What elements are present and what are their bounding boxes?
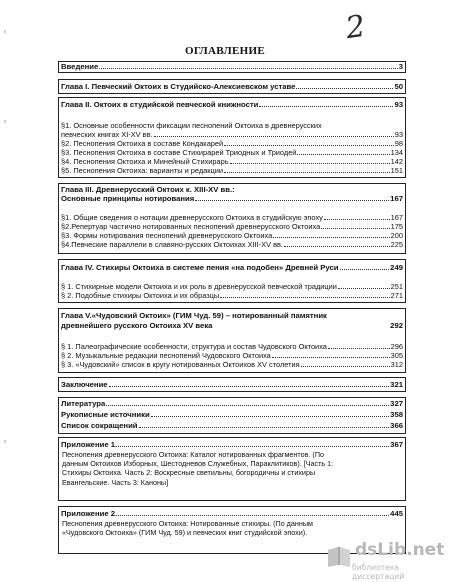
toc-entry-ch2-5[interactable]: §5. Песнопения Октоиха: варианты и редакции 151 bbox=[61, 166, 403, 175]
toc-entry-ch2-1-line1: §1. Основные особенности фиксации песнопений Октоиха в древнерусских bbox=[61, 121, 322, 130]
toc-entry-ch3-1[interactable]: §1. Общие сведения о нотации древнерусского Октоиха в студийскую эпоху 167 bbox=[61, 213, 403, 222]
toc-entry-ch3-line1: Глава III. Древнерусский Октоих к. XIII-XV вв.: bbox=[61, 185, 235, 194]
toc-entry-ch2-1[interactable]: певческих книгах XI-XV вв. 93 bbox=[61, 130, 403, 139]
toc-entry-ch1[interactable]: Глава I. Певческий Октоих в Студийско-Алексиевском уставе 50 bbox=[61, 82, 403, 91]
appendix1-description: Песнопения древнерусского Октоиха: Каталог нотированных фрагментов. (По данным Октоихов Изборных, Шестодневов Служебных, Параклитиков). [Часть 1: Стихиры Октоиха. Часть 2: Воскресные светильны, богородичны и стихиры Евангельские. Часть 3: Каноны] bbox=[62, 450, 334, 487]
toc-entry-ch4[interactable]: Глава IV. Стихиры Октоиха в системе пения «на подобен» Древней Руси 249 bbox=[61, 263, 403, 272]
toc-entry-ch4-1[interactable]: § 1. Стихирные модели Октоиха и их роль в древнерусской певческой традиции 251 bbox=[61, 282, 403, 291]
book-logo-icon bbox=[325, 542, 353, 570]
toc-entry-ch5-2[interactable]: § 2. Музыкальные редакции песнопений Чудовского Октоиха 305 bbox=[61, 351, 403, 360]
scan-mark bbox=[4, 120, 6, 123]
watermark-subtitle: библиотека диссертаций bbox=[352, 563, 405, 581]
toc-entry-manuscripts[interactable]: Рукописные источники 358 bbox=[61, 410, 403, 419]
toc-entry-ch3[interactable]: Основные принципы нотирования 167 bbox=[61, 194, 403, 203]
toc-entry-literature[interactable]: Литература 327 bbox=[61, 399, 403, 408]
watermark bbox=[325, 540, 447, 581]
toc-entry-abbreviations[interactable]: Список сокращений 366 bbox=[61, 421, 403, 430]
watermark-brand: dsLib.net bbox=[355, 540, 445, 560]
appendix2-description: Песнопения древнерусского Октоиха: Нотированные стихиры. (По данным «Чудовского Октоиха» (ГИМ Чуд. 59) и певческих книг студийской эпохи). bbox=[62, 519, 313, 538]
scan-mark bbox=[4, 440, 6, 443]
handwritten-page-number: 2 bbox=[343, 8, 368, 47]
toc-entry-ch2-2[interactable]: §2. Песнопения Октоиха в составе Кондакарей 98 bbox=[61, 139, 403, 148]
page-title: ОГЛАВЛЕНИЕ bbox=[185, 45, 265, 57]
toc-entry-ch5-line1: Глава V.«Чудовский Октоих» (ГИМ Чуд. 59) – нотированный памятник bbox=[61, 311, 327, 320]
toc-entry-ch3-2[interactable]: §2.Репертуар частично нотированных песнопений древнерусского Октоиха 175 bbox=[61, 222, 403, 231]
toc-entry-ch5[interactable]: древнейшего русского Октоиха XV века 292 bbox=[61, 321, 403, 330]
toc-entry-ch3-4[interactable]: §4.Певческие параллели в славяно-русских Октоихах XIII-XV вв. 225 bbox=[61, 240, 403, 249]
toc-entry-ch5-3[interactable]: § 3. «Чудовский» список в кругу нотированных Октоихов XV столетия 312 bbox=[61, 360, 403, 369]
toc-entry-conclusion[interactable]: Заключение 321 bbox=[61, 380, 403, 389]
toc-entry-ch4-2[interactable]: § 2. Подобные стихиры Октоиха и их образцы 271 bbox=[61, 291, 403, 300]
toc-entry-ch2-4[interactable]: §4. Песнопения Октоиха и Минейный Стихирарь 142 bbox=[61, 157, 403, 166]
toc-entry-intro[interactable]: Введение 3 bbox=[61, 62, 403, 71]
toc-entry-appendix1[interactable]: Приложение 1. 367 bbox=[61, 440, 403, 449]
toc-entry-ch3-3[interactable]: §3. Формы нотирования песнопений древнерусского Октоиха 200 bbox=[61, 231, 403, 240]
toc-entry-appendix2[interactable]: Приложение 2. 445 bbox=[61, 509, 403, 518]
toc-entry-ch2[interactable]: Глава II. Октоих в студийской певческой книжности 93 bbox=[61, 100, 403, 109]
toc-entry-ch5-1[interactable]: § 1. Палеографические особенности, структура и состав Чудовского Октоиха 296 bbox=[61, 342, 403, 351]
scan-mark bbox=[4, 30, 6, 33]
toc-entry-ch2-3[interactable]: §3. Песнопения Октоиха в составе Стихирарей Триодных и Триодей 134 bbox=[61, 148, 403, 157]
